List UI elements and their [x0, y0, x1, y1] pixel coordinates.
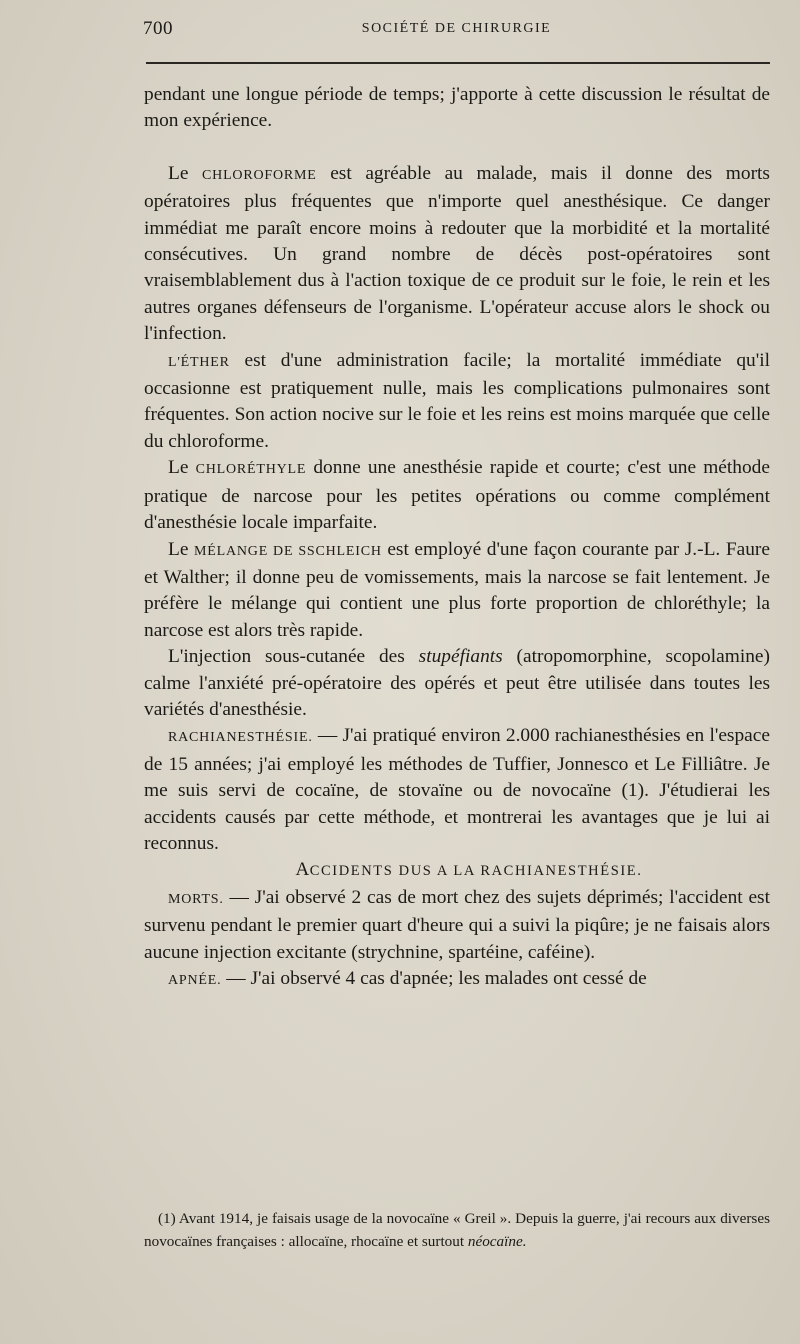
paragraph-text: (atropomorphine, scopolamine) calme l'anxiété pré-opératoire des opérés et peut être utilisée dans toutes les variétés d'anesthésie. — [144, 646, 770, 720]
footnote — [144, 1208, 770, 1253]
page-number: 700 — [143, 18, 173, 39]
heading-initial: A — [295, 859, 310, 881]
footnote-body: (1) Avant 1914, je faisais usage de la novocaïne « Greil ». Depuis la guerre, j'ai recours aux diverses novocaïnes françaises : allocaïne, rhocaïne et surtout — [144, 1210, 770, 1250]
paragraph-text: — J'ai pratiqué environ 2.000 rachianesthésies en l'espace de 15 années; j'ai employé les méthodes de Tuffier, Jonnesco et Le Filliâtre. Je me suis servi de cocaïne, de stovaïne ou de novocaïne (1). J'étudierai les accidents causés par cette méthode, et montrerai les avantages que je lui ai reconnus. — [144, 725, 770, 854]
page-header — [143, 18, 770, 48]
term-chlorethyle: CHLORÉTHYLE — [195, 462, 307, 478]
paragraph-melange — [144, 537, 770, 645]
paragraph-lead: Le — [168, 162, 203, 184]
term-apnee: APNÉE. — [168, 973, 222, 988]
term-rachianesthesie: RACHIANESTHÉSIE. — [168, 730, 313, 746]
term-stupefiants: stupéfiants — [418, 646, 503, 668]
paragraph-text: — J'ai observé 2 cas de mort chez des sujets déprimés; l'accident est survenu pendant le premier quart d'heure qui a suivi la piqûre; je ne faisais alors aucune injection excitante (strychnine, spartéine, caféine). — [144, 886, 770, 963]
paragraph-text: est agréable au malade, mais il donne des morts opératoires plus fréquentes que n'importe quel anesthésique. Ce danger immédiat me paraît encore moins à redouter que la morbidité et la mortalité consécutives. Un grand nombre de décès post-opératoires sont vraisemblablement dus à l'action toxique de ce produit sur le foie, le rein et les autres organes défenseurs de l'organisme. L'opérateur accuse alors le shock ou l'infection. — [144, 162, 770, 345]
paragraph-lead: L'injection sous-cutanée des — [168, 646, 419, 668]
term-morts: MORTS. — [168, 891, 224, 907]
paragraph-continuation: pendant une longue période de temps; j'apporte à cette discussion le résultat de mon expérience. — [144, 84, 770, 132]
paragraph-lead: Le — [168, 538, 195, 560]
body-text — [144, 82, 770, 994]
paragraph-rachianesthesie — [144, 723, 770, 857]
term-chloroforme: CHLOROFORME — [202, 167, 317, 183]
paragraph-stupefiants — [144, 644, 770, 723]
term-ether: L'ÉTHER — [168, 354, 230, 370]
paragraph-chlorethyle — [144, 455, 770, 536]
paragraph-text: donne une anesthésie rapide et courte; c'est une méthode pratique de narcose pour les petites opérations ou comme complément d'anesthésie locale imparfaite. — [144, 457, 770, 534]
paragraph-lead: Le — [168, 457, 196, 479]
heading-text: CCIDENTS DUS A LA RACHIANESTHÉSIE. — [309, 863, 643, 880]
paragraph-text: — J'ai observé 4 cas d'apnée; les malades ont cessé de — [221, 968, 647, 989]
paragraph-text: est employé d'une façon courante par J.-L. Faure et Walther; il donne peu de vomissements, mais la narcose se fait lentement. Je préfère le mélange qui contient une plus forte proportion de chloréthyle; la narcose est alors très rapide. — [144, 538, 770, 641]
header-rule — [146, 62, 770, 64]
paragraph-apnee — [144, 966, 770, 994]
term-melange: MÉLANGE DE SSCHLEICH — [194, 543, 382, 559]
running-title: SOCIÉTÉ DE CHIRURGIE — [361, 21, 552, 36]
footnote-italic: néocaïne. — [467, 1232, 527, 1250]
paragraph-text: est d'une administration facile; la mortalité immédiate qu'il occasionne est pratiquement nulle, mais les complications pulmonaires sont fréquentes. Son action nocive sur le foie et les reins est moins marquée que celle du chloroforme. — [144, 349, 770, 452]
paragraph-ether — [144, 348, 770, 456]
footnote-text — [144, 1208, 770, 1253]
paragraph-morts — [144, 885, 770, 966]
paragraph-chloroforme — [144, 161, 770, 348]
section-heading — [144, 857, 770, 884]
